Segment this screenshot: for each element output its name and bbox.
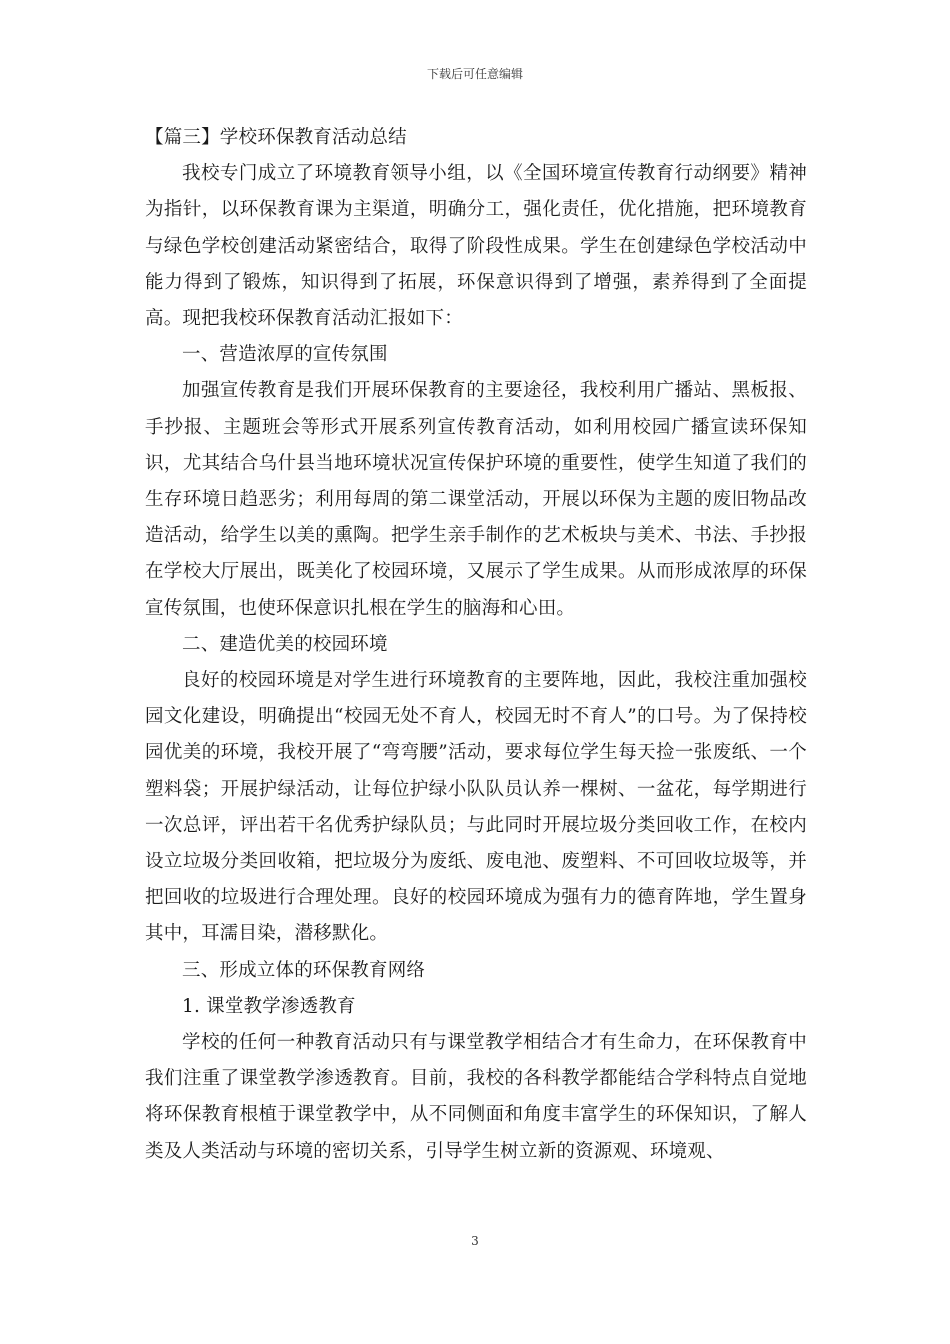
document-title: 【篇三】学校环保教育活动总结	[145, 127, 407, 148]
paragraph-section-2: 良好的校园环境是对学生进行环境教育的主要阵地，因此，我校注重加强校园文化建设，明确提出“校园无处不育人，校园无时不育人”的口号。为了保持校园优美的环境，我校开展了“弯弯腰”活动，要求每位学生每天捡一张废纸、一个塑料袋；开展护绿活动，让每位护绿小队队员认养一棵树、一盆花，每学期进行一次总评，评出若干名优秀护绿队员；与此同时开展垃圾分类回收工作，在校内设立垃圾分类回收箱，把垃圾分为废纸、废电池、废塑料、不可回收垃圾等，并把回收的垃圾进行合理处理。良好的校园环境成为强有力的德育阵地，学生置身其中，耳濡目染，潜移默化。	[145, 670, 807, 945]
paragraph-intro: 我校专门成立了环境教育领导小组，以《全国环境宣传教育行动纲要》精神为指针，以环保教育课为主渠道，明确分工，强化责任，优化措施，把环境教育与绿色学校创建活动紧密结合，取得了阶段性成果。学生在创建绿色学校活动中能力得到了锻炼，知识得到了拓展，环保意识得到了增强，素养得到了全面提高。现把我校环保教育活动汇报如下：	[145, 163, 807, 330]
page-number: 3	[471, 1234, 479, 1248]
section-heading-2: 二、建造优美的校园环境	[182, 633, 388, 655]
paragraph-subsection-1: 学校的任何一种教育活动只有与课堂教学相结合才有生命力，在环保教育中我们注重了课堂教学渗透教育。目前，我校的各科教学都能结合学科特点自觉地将环保教育根植于课堂教学中，从不同侧面和角度丰富学生的环保知识，了解人类及人类活动与环境的密切关系，引导学生树立新的资源观、环境观、	[145, 1032, 807, 1162]
document-body	[145, 120, 807, 1170]
section-heading-1: 一、营造浓厚的宣传氛围	[182, 344, 388, 366]
page-header: 下载后可任意编辑	[426, 67, 523, 81]
subsection-heading-1: 1. 课堂教学渗透教育	[182, 995, 356, 1017]
paragraph-section-1: 加强宣传教育是我们开展环保教育的主要途径，我校利用广播站、黑板报、手抄报、主题班会等形式开展系列宣传教育活动，如利用校园广播宣读环保知识，尤其结合乌什县当地环境状况宣传保护环境的重要性，使学生知道了我们的生存环境日趋恶劣；利用每周的第二课堂活动，开展以环保为主题的废旧物品改造活动，给学生以美的熏陶。把学生亲手制作的艺术板块与美术、书法、手抄报在学校大厅展出，既美化了校园环境，又展示了学生成果。从而形成浓厚的环保宣传氛围，也使环保意识扎根在学生的脑海和心田。	[145, 380, 807, 619]
section-heading-3: 三、形成立体的环保教育网络	[182, 959, 426, 981]
